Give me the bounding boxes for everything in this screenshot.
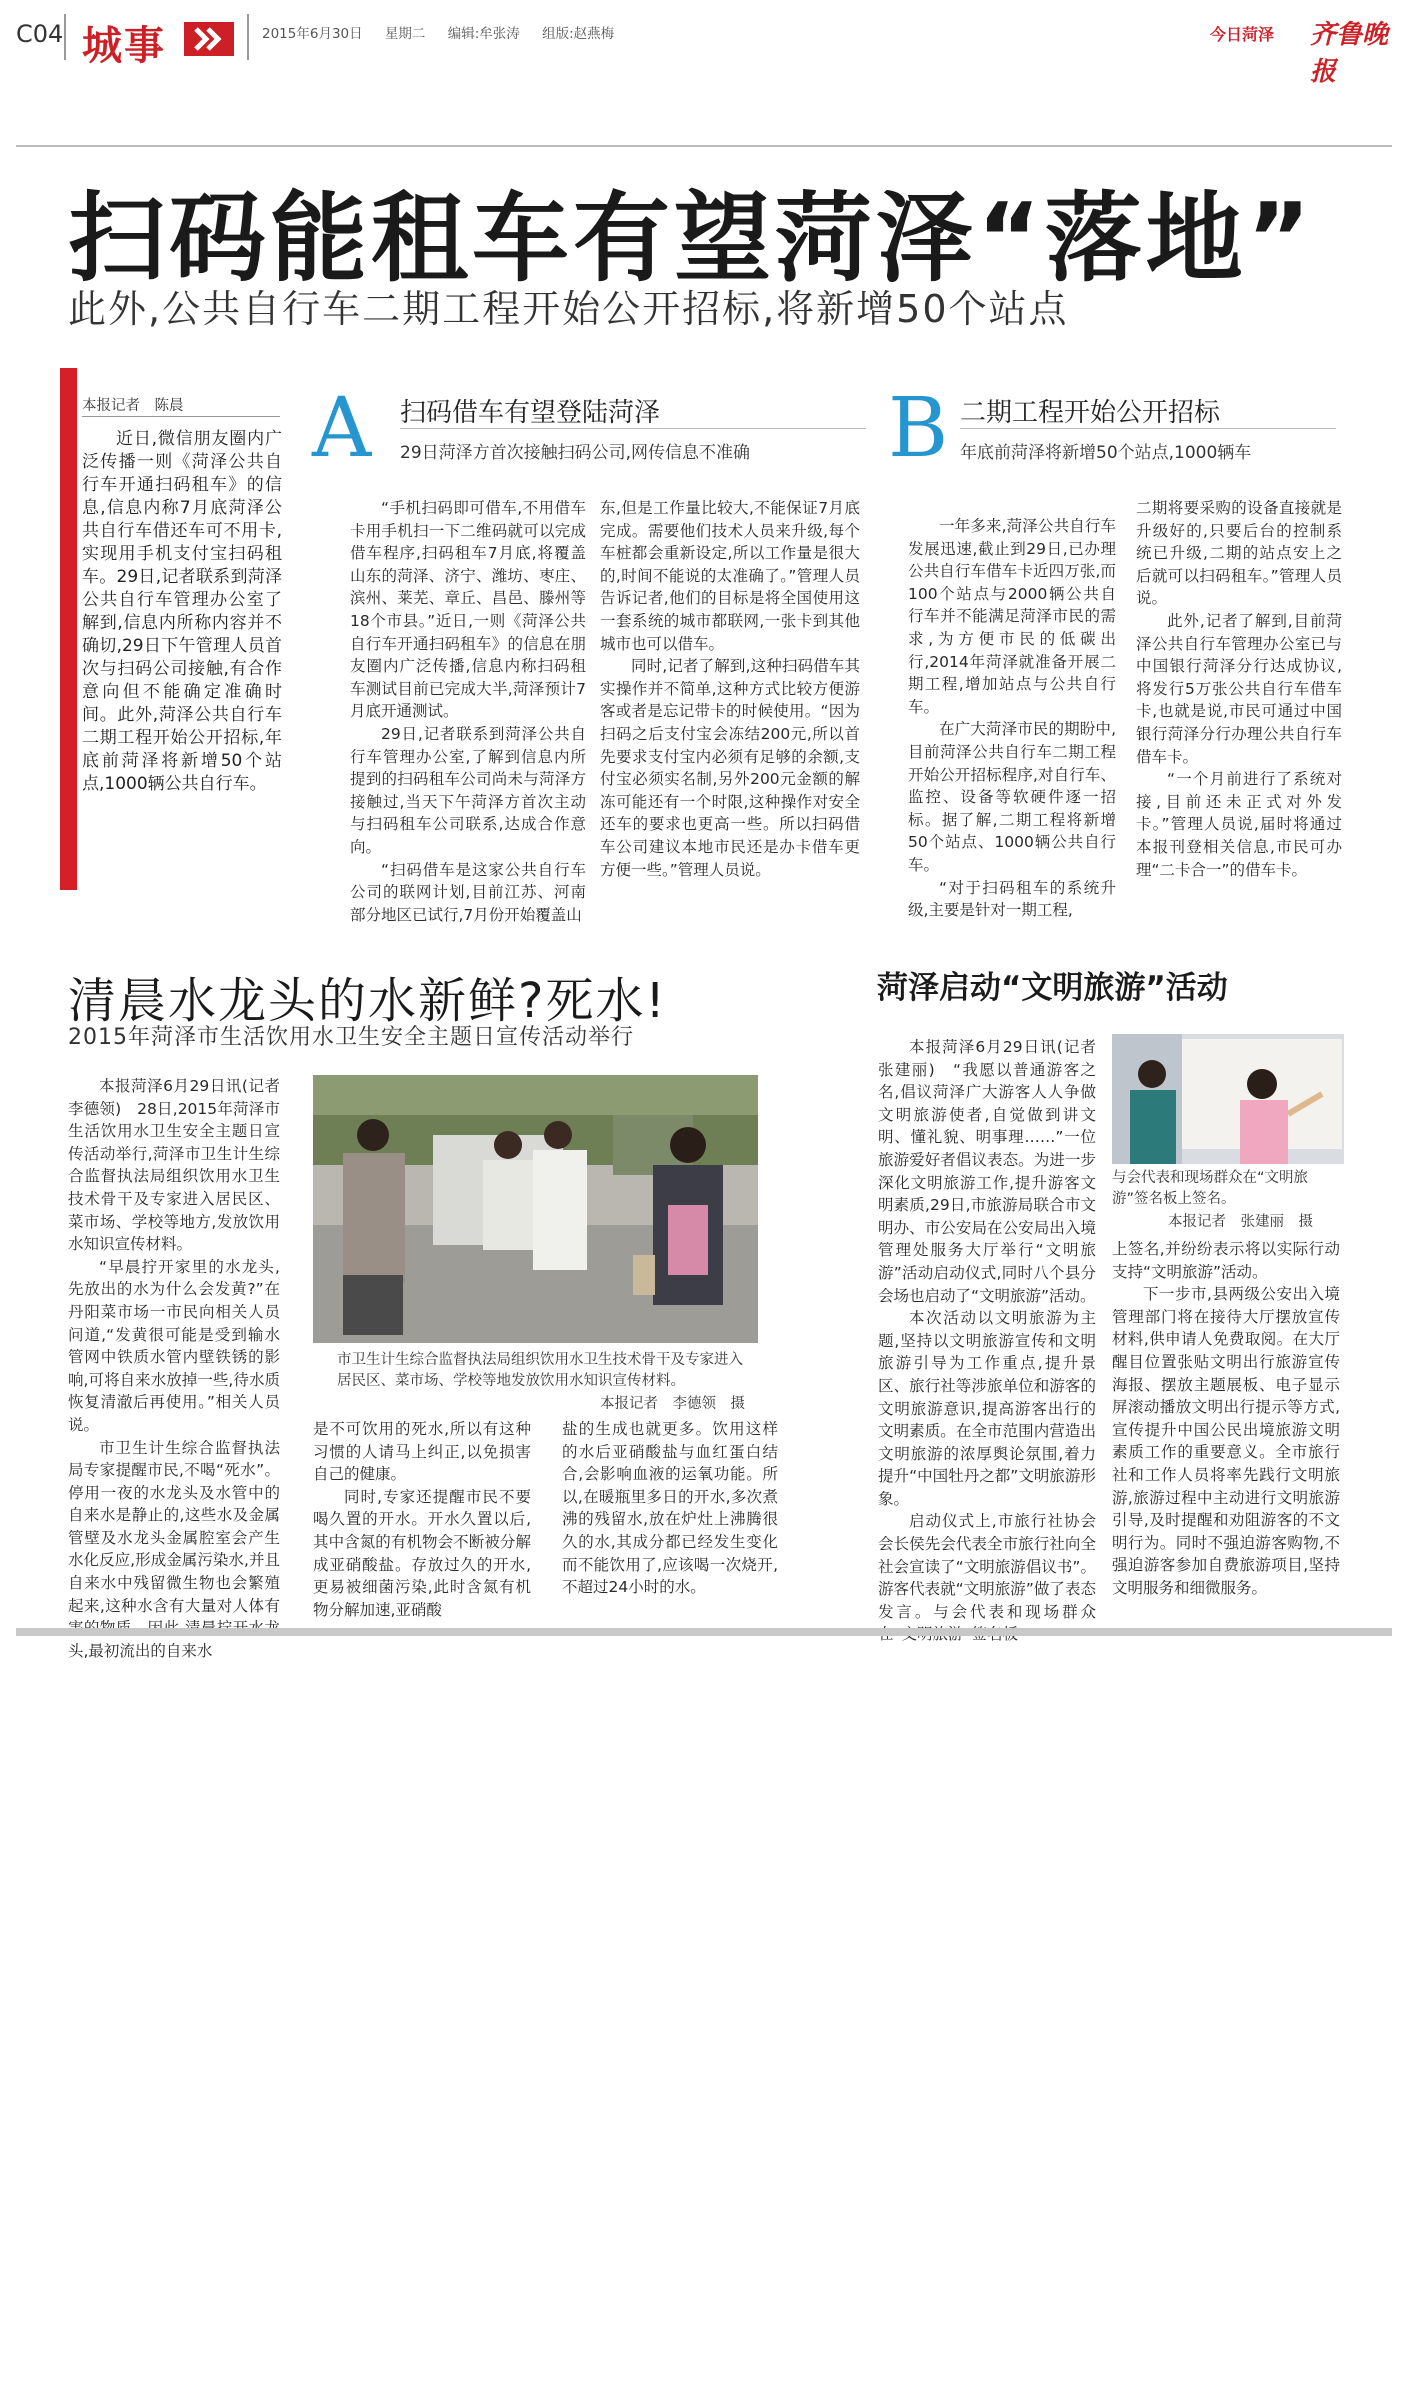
editor-credit: 编辑:牟张涛	[447, 26, 520, 42]
section-b-rule	[960, 428, 1336, 429]
section-a-column-1	[350, 497, 586, 926]
lead-paragraph	[82, 428, 282, 796]
paragraph: “手机扫码即可借车,不用借车卡用手机扫一下二维码就可以完成借车程序,扫码租车7月底,将覆盖山东的菏泽、济宁、潍坊、枣庄、滨州、莱芜、章丘、昌邑、滕州等18个市县。”近日,一则《菏泽公共自行车开通扫码租车》的信息在朋友圈内广泛传播,信息内称扫码租车测试目前已完成大半,菏泽预计7月底开通测试。	[350, 499, 586, 721]
paragraph: “一个月前进行了系统对接,目前还未正式对外发卡。”管理人员说,届时将通过本报刊登相关信息,市民可办理“二卡合一”的借车卡。	[1136, 770, 1342, 879]
section-b-column-2	[1136, 497, 1342, 881]
byline-rule	[82, 416, 280, 417]
story-subheadline: 2015年菏泽市生活饮用水卫生安全主题日宣传活动举行	[68, 1025, 634, 1050]
byline: 本报记者 陈晨	[82, 398, 184, 414]
paragraph: 上签名,并纷纷表示将以实际行动支持“文明旅游”活动。	[1112, 1240, 1340, 1281]
story2-column-3	[562, 1418, 778, 1599]
photo-credit: 本报记者 李德领 摄	[600, 1396, 745, 1412]
section-b-column-1	[908, 515, 1116, 922]
section-a-subheading: 29日菏泽方首次接触扫码公司,网传信息不准确	[400, 443, 751, 463]
paragraph: 本次活动以文明旅游为主题,坚持以文明旅游宣传和文明旅游引导为工作重点,提升景区、旅行社等涉旅单位和游客的文明旅游意识,提高游客出行的文明素质。在全市范围内营造出文明旅游的浓厚舆论氛围,着力提升“中国牡丹之都”文明旅游形象。	[878, 1309, 1096, 1508]
section-b-heading: 二期工程开始公开招标	[960, 398, 1221, 428]
paragraph: 本报菏泽6月29日讯(记者 李德领) 28日,2015年菏泽市生活饮用水卫生安全主题日宣传活动举行,菏泽市卫生计生综合监督执法局组织饮用水卫生技术骨干及专家进入居民区、菜市场、学校等地方,发放饮用水知识宣传材料。	[68, 1077, 280, 1254]
headline: 扫码能租车有望菏泽“落地”	[68, 182, 1315, 295]
story3-column-1	[878, 1036, 1096, 1646]
page-number: C04	[16, 20, 64, 48]
lead-text: 近日,微信朋友圈内广泛传播一则《菏泽公共自行车开通扫码租车》的信息,信息内称7月底菏泽公共自行车借还车可不用卡,实现用手机支付宝扫码租车。29日,记者联系到菏泽公共自行车管理办公室了解到,信息内所称内容并不确切,29日下午管理人员首次与扫码公司接触,有合作意向但不能确定准确时间。此外,菏泽公共自行车二期工程开始公开招标,年底前菏泽将新增50个站点,1000辆公共自行车。	[82, 429, 282, 794]
story2-column-2	[313, 1418, 531, 1621]
paragraph: 29日,记者联系到菏泽公共自行车管理办公室,了解到信息内所提到的扫码租车公司尚未与菏泽方接触过,当天下午菏泽方首次主动与扫码租车公司联系,达成合作意向。	[350, 724, 586, 856]
issue-info	[262, 22, 628, 42]
issue-date: 2015年6月30日	[262, 26, 363, 42]
paragraph: 是不可饮用的死水,所以有这种习惯的人请马上纠正,以免损害自己的健康。	[313, 1420, 531, 1484]
paragraph: 同时,专家还提醒市民不要喝久置的开水。开水久置以后,其中含氮的有机物会不断被分解成亚硝酸盐。存放过久的开水,更易被细菌污染,此时含氮有机物分解加速,亚硝酸	[313, 1487, 531, 1619]
paragraph: 盐的生成也就更多。饮用这样的水后亚硝酸盐与血红蛋白结合,会影响血液的运氧功能。所以,在暖瓶里多日的开水,多次煮沸的残留水,放在炉灶上沸腾很久的水,其成分都已经发生变化而不能饮用了,应该喝一次烧开,不超过24小时的水。	[562, 1420, 778, 1597]
paragraph: 启动仪式上,市旅行社协会会长侯先会代表全市旅行社向全社会宣读了“文明旅游倡议书”。游客代表就“文明旅游”做了表态发言。与会代表和现场群众	[878, 1512, 1096, 1621]
paragraph: “对于扫码租车的系统升级,主要是针对一期工程,	[908, 878, 1116, 920]
section-b-subheading: 年底前菏泽将新增50个站点,1000辆车	[960, 443, 1252, 463]
section-a-rule	[400, 428, 866, 429]
story3-column-2	[1112, 1238, 1340, 1600]
paragraph: “扫码借车是这家公共自行车公司的联网计划,目前江苏、河南部分地区已试行,7月份开始覆盖山	[350, 860, 586, 924]
section-a-heading: 扫码借车有望登陆菏泽	[400, 398, 661, 428]
section-name: 城事	[82, 23, 166, 69]
issue-weekday: 星期二	[384, 26, 426, 42]
bottom-rule	[16, 1628, 1392, 1636]
story-headline: 清晨水龙头的水新鲜?死水!	[68, 973, 667, 1029]
section-letter-a: A	[312, 381, 372, 476]
header-divider	[247, 14, 249, 60]
section-letter-b: B	[888, 381, 949, 476]
photo-caption: 市卫生计生综合监督执法局组织饮用水卫生技术骨干及专家进入居民区、菜市场、学校等地发放饮用水知识宣传材料。	[337, 1352, 743, 1389]
story-headline: 菏泽启动“文明旅游”活动	[877, 970, 1228, 1006]
section-a-column-2	[600, 497, 860, 881]
paragraph: 东,但是工作量比较大,不能保证7月底完成。需要他们技术人员来升级,每个车桩都会重新设定,所以工作量是很大的,时间不能说的太准确了。”管理人员告诉记者,他们的目标是将全国使用这一套系统的城市都联网,一张卡到其他城市也可以借车。	[600, 499, 860, 653]
paragraph: 二期将要采购的设备直接就是升级好的,只要后台的控制系统已升级,二期的站点安上之后就可以扫码租车。”管理人员说。	[1136, 499, 1342, 608]
photo-credit: 本报记者 张建丽 摄	[1168, 1214, 1313, 1230]
header-rule	[16, 145, 1392, 147]
lead-accent-bar	[60, 368, 77, 890]
edition-name: 今日菏泽	[1210, 25, 1275, 44]
photo-caption: 与会代表和现场群众在“文明旅游”签名板上签名。	[1112, 1170, 1309, 1207]
paragraph: 同时,记者了解到,这种扫码借车其实操作并不简单,这种方式比较方便游客或者是忘记带卡的时候使用。“因为扫码之后支付宝会冻结200元,所以首先要求支付宝内必须有足够的余额,支付宝必须实名制,另外200元金额的解冻可能还有一个时限,这种操作对安全还车的要求也更高一些。所以扫码借车公司建议本地市民还是办卡借车更方便一些。”管理人员说。	[600, 657, 860, 879]
paragraph: “早晨拧开家里的水龙头,先放出的水为什么会发黄?”在丹阳菜市场一市民向相关人员问道,“发黄很可能是受到输水管网中铁质水管内壁铁锈的影响,可将自来水放掉一些,待水质恢复清澈后再使用。”相关人员说。	[68, 1257, 280, 1434]
tourism-signing-photo	[1112, 1034, 1344, 1164]
paragraph: 此外,记者了解到,目前菏泽公共自行车管理办公室已与中国银行菏泽分行达成协议,将发行5万张公共自行车借车卡,也就是说,市民可通过中国银行菏泽分行办理公共自行车借车卡。	[1136, 611, 1342, 766]
paragraph: 下一步市,县两级公安出入境管理部门将在接待大厅摆放宣传材料,供申请人免费取阅。在大厅醒目位置张贴文明出行旅游宣传海报、摆放主题展板、电子显示屏滚动播放文明出行提示等方式,宣传提升中国公民出境旅游文明素质工作的重要意义。全市旅行社和工作人员将率先践行文明旅游,旅游过程中主动进行文明旅游引导,及时提醒和劝阻游客的不文明行为。同时不强迫游客购物,不强迫游客参加自费旅游项目,坚持文明服务和细微服务。	[1112, 1285, 1340, 1597]
subheadline: 此外,公共自行车二期工程开始公开招标,将新增50个站点	[68, 287, 1069, 331]
paragraph: 本报菏泽6月29日讯(记者 张建丽) “我愿以普通游客之名,倡议菏泽广大游客人人争做文明旅游使者,自觉做到讲文明、懂礼貌、明事理……”一位旅游爱好者倡议表态。为进一步深化文明旅游工作,提升游客文明素质,29日,市旅游局联合市文明办、市公安局在公安局出入境管理处服务大厅举行“文明旅游”活动启动仪式,同时八个县分会场也启动了“文明旅游”活动。	[878, 1038, 1096, 1305]
double-chevron-right-icon	[184, 22, 234, 56]
newspaper-logo: 齐鲁晚报	[1310, 20, 1389, 87]
paragraph: 一年多来,菏泽公共自行车发展迅速,截止到29日,已办理公共自行车借车卡近四万张,而100个站点与2000辆公共自行车并不能满足菏泽市民的需求,为方便市民的低碳出行,2014年菏泽就准备开展二期工程,增加站点与公共自行车。	[908, 517, 1116, 716]
layout-credit: 组版:赵燕梅	[542, 26, 615, 42]
header-divider	[64, 14, 66, 60]
story2-column-1	[68, 1075, 280, 1662]
paragraph: 在广大菏泽市民的期盼中,目前菏泽公共自行车二期工程开始公开招标程序,对自行车、监控、设备等软硬件逐一招标。据了解,二期工程将新增50个站点、1000辆公共自行车。	[908, 720, 1116, 874]
water-promotion-photo	[313, 1075, 758, 1343]
paragraph: 市卫生计生综合监督执法局专家提醒市民,不喝“死水”。停用一夜的水龙头及水管中的自来水是静止的,这些水及金属管壁及水龙头金属腔室会产生水化反应,形成金属污染水,并且自来水中残留微生物也会繁殖起来,这种水含有大量对人体有 头,最初流出的自来水	[68, 1438, 280, 1660]
